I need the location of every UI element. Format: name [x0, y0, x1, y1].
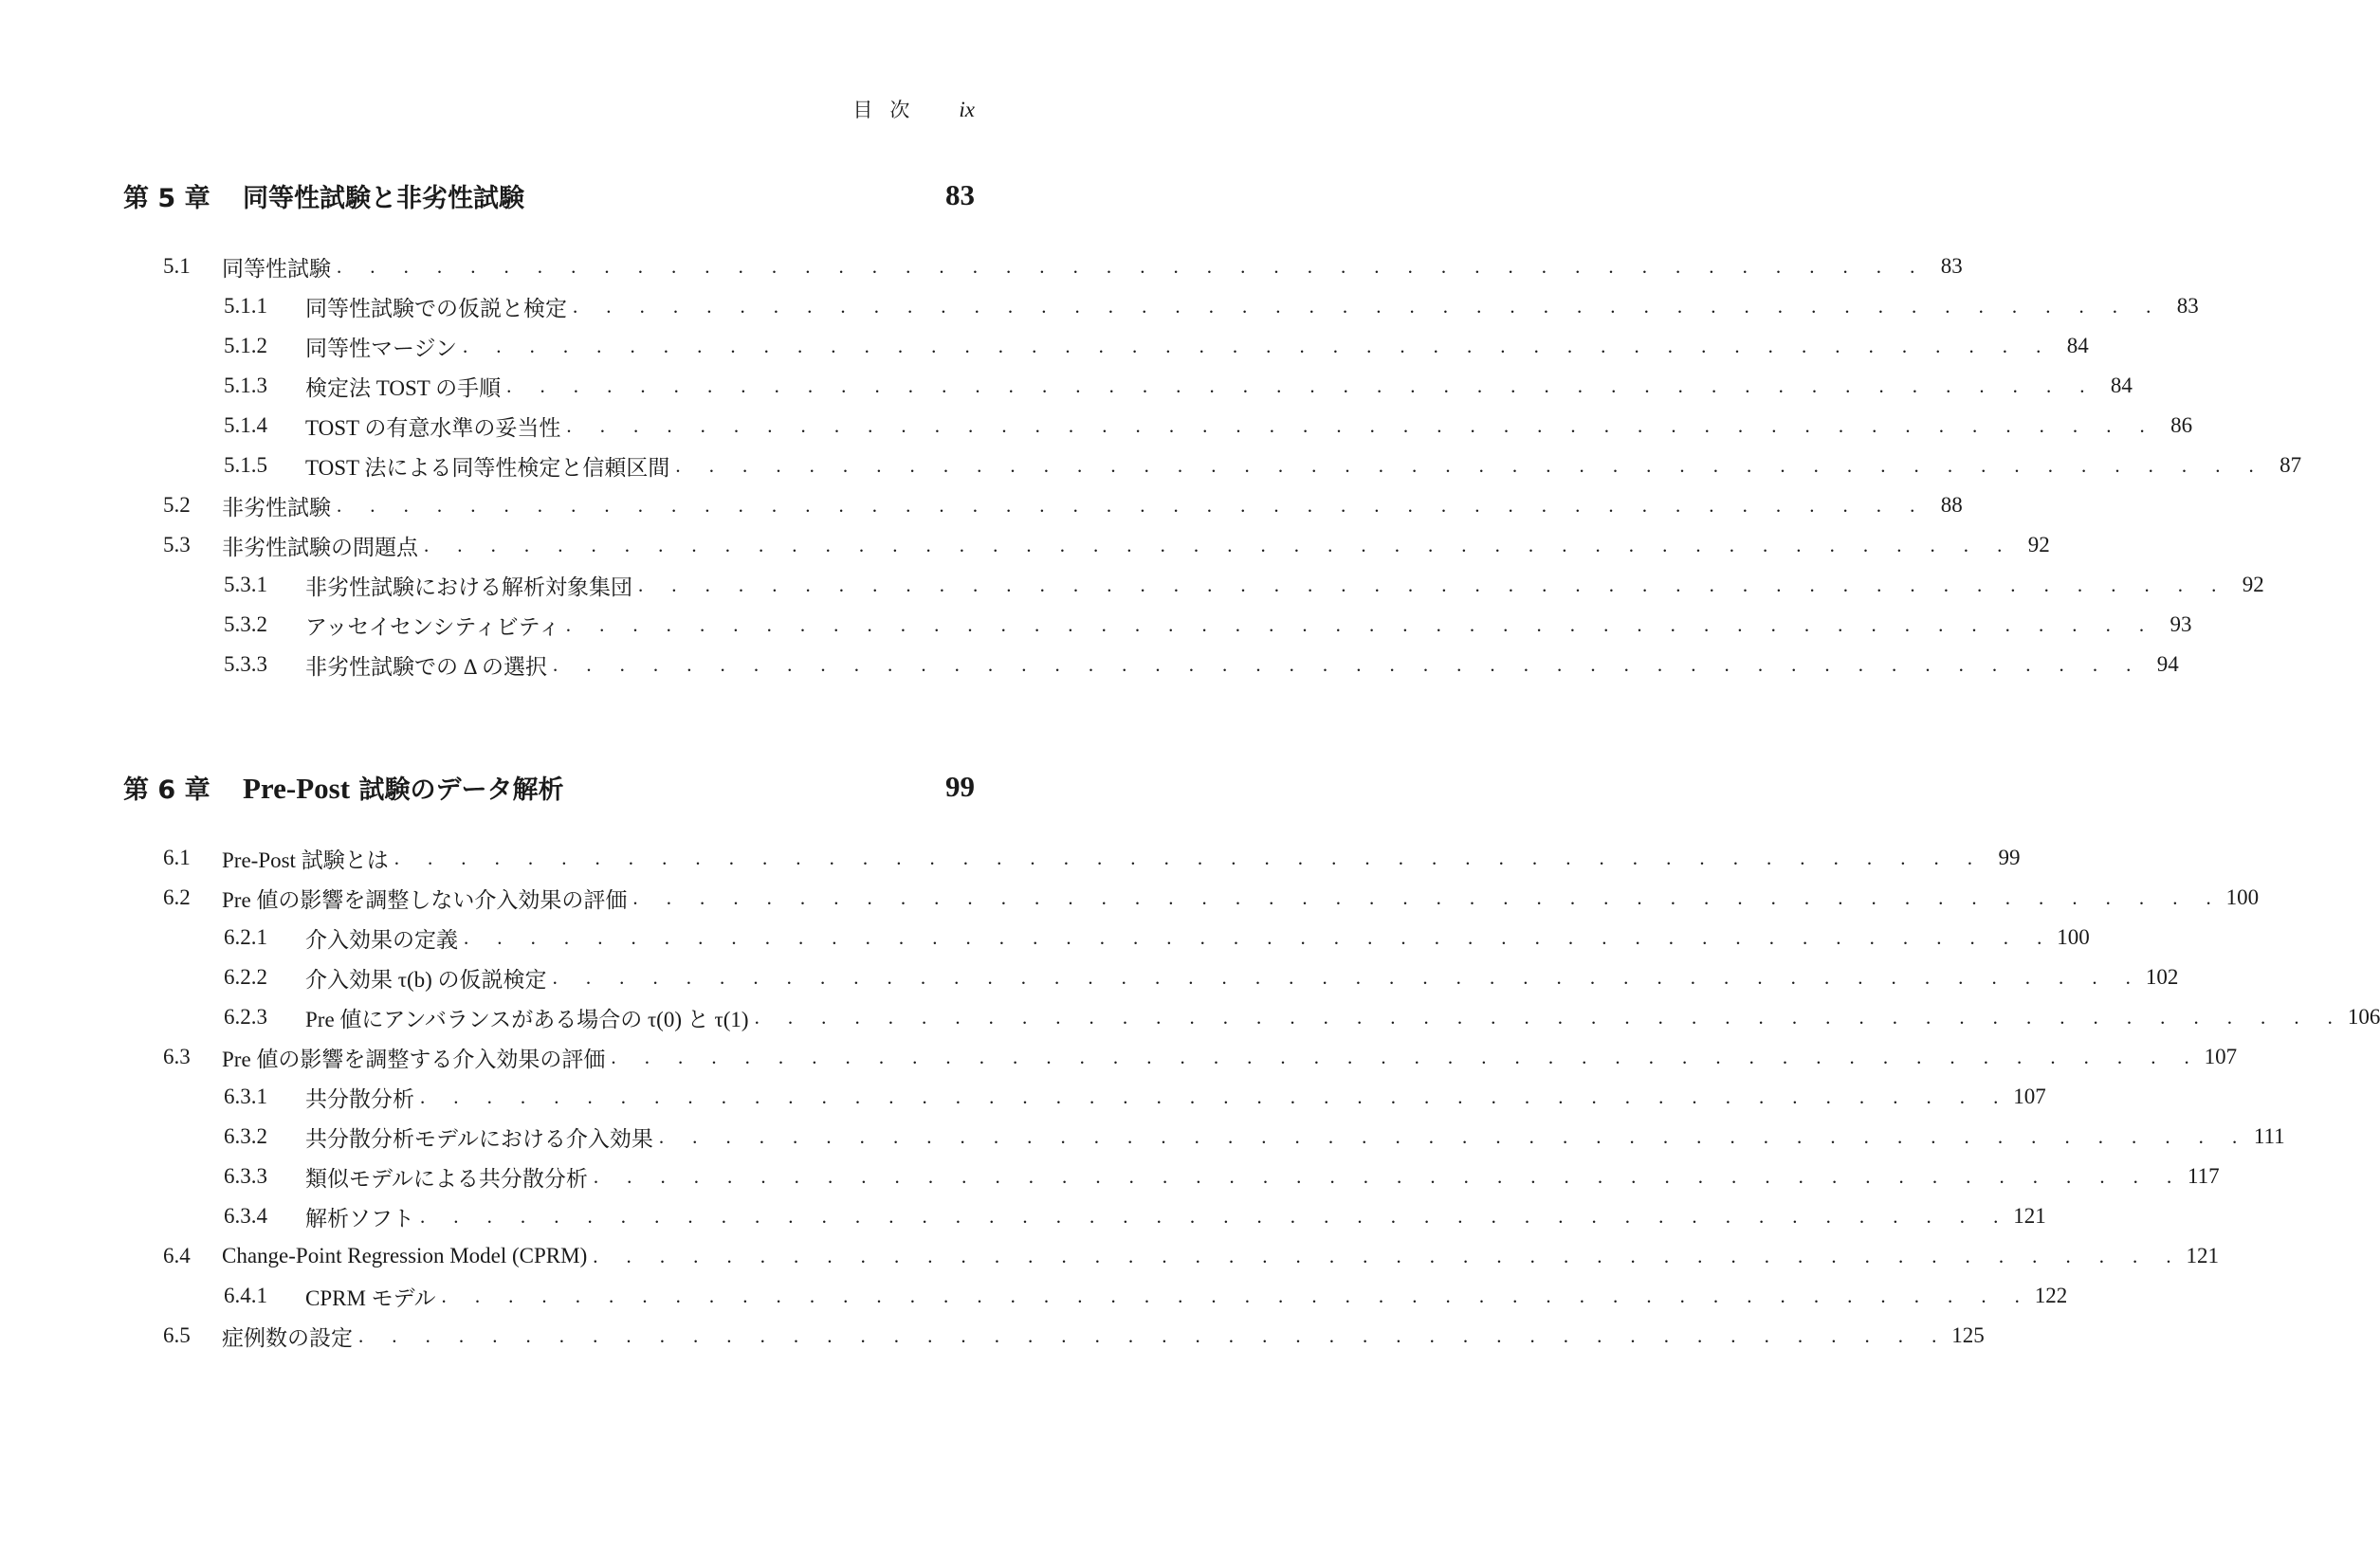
entry-page-number: 100: [2057, 925, 2090, 949]
dot-leader: . . . . . . . . . . . . . . . . . . . . . . . . . . . . . . . . . . . . . . . . . . . . . . . .: [420, 1085, 2010, 1108]
chapter-title: 同等性試験と非劣性試験: [243, 183, 524, 213]
entry-page-number: 87: [2279, 453, 2302, 477]
entry-title: Pre 値の影響を調整しない介入効果の評価: [222, 887, 628, 912]
toc-entry-6-2-1[interactable]: [224, 921, 2090, 954]
entry-title: 同等性試験での仮説と検定: [305, 296, 567, 320]
dot-leader: . . . . . . . . . . . . . . . . . . . . . . . . . . . . . . . . . . . . . . . . . . . . . . . .: [441, 1284, 2032, 1307]
entry-number: 6.5: [163, 1323, 191, 1347]
chapter-title-japanese: 試験のデータ解析: [350, 775, 564, 805]
dot-leader: . . . . . . . . . . . . . . . . . . . . . . . . . . . . . . . . . . . . . . . . . . . . . . . .: [552, 965, 2143, 989]
entry-number: 6.4.1: [224, 1284, 267, 1307]
entry-page-number: 100: [2225, 885, 2260, 909]
entry-number: 5.1.3: [224, 374, 267, 397]
entry-number: 6.2.3: [224, 1005, 267, 1029]
toc-entry-6-3-2[interactable]: [224, 1121, 2285, 1153]
toc-entry-6-4[interactable]: [163, 1240, 2219, 1272]
toc-entry-5-3[interactable]: [163, 529, 2050, 561]
chapter-6-heading[interactable]: [123, 768, 975, 806]
toc-entry-5-3-1[interactable]: [224, 569, 2264, 601]
entry-title: Pre 値の影響を調整する介入効果の評価: [222, 1047, 606, 1071]
entry-page-number: 121: [2013, 1204, 2046, 1228]
entry-number: 6.3.2: [224, 1124, 267, 1148]
dot-leader: . . . . . . . . . . . . . . . . . . . . . . . . . . . . . . . . . . . . . . . . . . . . . . . .: [464, 925, 2054, 949]
toc-entry-6-3-1[interactable]: [224, 1081, 2046, 1113]
entry-number: 6.3: [163, 1045, 191, 1068]
dot-leader: . . . . . . . . . . . . . . . . . . . . . . . . . . . . . . . . . . . . . . . . . . . . . . . .: [611, 1045, 2202, 1068]
dot-leader: . . . . . . . . . . . . . . . . . . . . . . . . . . . . . . . . . . . . . . . . . . . . . . . .: [565, 612, 2156, 636]
entry-title: 解析ソフト: [305, 1206, 414, 1231]
entry-number: 5.3.3: [224, 652, 267, 676]
dot-leader: . . . . . . . . . . . . . . . . . . . . . . . . . . . . . . . . . . . . . . . . . . . . . . . .: [566, 413, 2157, 437]
entry-number: 6.3.1: [224, 1085, 267, 1108]
dot-leader: . . . . . . . . . . . . . . . . . . . . . . . . . . . . . . . . . . . . . . . . . . . . . . . .: [573, 294, 2163, 318]
dot-leader: . . . . . . . . . . . . . . . . . . . . . . . . . . . . . . . . . . . . . . . . . . . . . . . .: [394, 846, 1985, 869]
chapter-title: [243, 769, 945, 806]
dot-leader: . . . . . . . . . . . . . . . . . . . . . . . . . . . . . . . . . . . . . . . . . . . . . . . .: [593, 1164, 2184, 1188]
entry-title: 同等性試験: [222, 256, 331, 281]
toc-entry-5-1[interactable]: [163, 250, 1963, 283]
entry-title: 検定法 TOST の手順: [305, 375, 502, 400]
running-header-label: 目次: [852, 99, 927, 121]
running-header-page-number: ix: [959, 98, 975, 121]
entry-title: CPRM モデル: [305, 1285, 436, 1310]
toc-entry-6-2-3[interactable]: [224, 1001, 2380, 1033]
chapter-label: 第 5 章: [123, 183, 211, 213]
entry-page-number: 107: [2013, 1085, 2046, 1108]
toc-entry-5-3-2[interactable]: [224, 609, 2192, 641]
dot-leader: . . . . . . . . . . . . . . . . . . . . . . . . . . . . . . . . . . . . . . . . . . . . . . . .: [658, 1124, 2249, 1148]
toc-entry-5-1-5[interactable]: [224, 449, 2302, 482]
toc-entry-6-1[interactable]: [163, 842, 2021, 874]
entry-title: アッセイセンシティビティ: [305, 614, 560, 639]
entry-page-number: 94: [2156, 652, 2179, 676]
dot-leader: . . . . . . . . . . . . . . . . . . . . . . . . . . . . . . . . . . . . . . . . . . . . . . . .: [358, 1323, 1949, 1347]
toc-entry-6-3-4[interactable]: [224, 1200, 2046, 1232]
toc-entry-5-1-3[interactable]: [224, 370, 2133, 402]
entry-title: Pre 値にアンバランスがある場合の τ(0) と τ(1): [305, 1007, 749, 1031]
toc-entry-6-3[interactable]: [163, 1041, 2238, 1073]
entry-number: 5.1.5: [224, 453, 267, 477]
entry-page-number: 93: [2169, 612, 2192, 636]
entry-title: 症例数の設定: [222, 1325, 353, 1350]
dot-leader: . . . . . . . . . . . . . . . . . . . . . . . . . . . . . . . . . . . . . . . . . . . . . . . .: [337, 493, 1927, 517]
entry-title: 非劣性試験: [222, 495, 331, 520]
toc-entry-6-4-1[interactable]: [224, 1280, 2068, 1312]
entry-number: 5.3.2: [224, 612, 267, 636]
chapter-page-number: 83: [945, 178, 975, 211]
entry-page-number: 99: [1998, 846, 2021, 869]
chapter-title-latin: Pre-Post: [243, 771, 351, 805]
toc-entry-6-2[interactable]: [163, 882, 2260, 914]
entry-title: 介入効果 τ(b) の仮説検定: [305, 967, 547, 992]
entry-number: 6.3.4: [224, 1204, 267, 1228]
dot-leader: . . . . . . . . . . . . . . . . . . . . . . . . . . . . . . . . . . . . . . . . . . . . . . . .: [337, 254, 1927, 278]
dot-leader: . . . . . . . . . . . . . . . . . . . . . . . . . . . . . . . . . . . . . . . . . . . . . . . .: [675, 453, 2266, 477]
entry-title: TOST 法による同等性検定と信頼区間: [305, 455, 670, 480]
entry-number: 5.1.4: [224, 413, 267, 437]
dot-leader: . . . . . . . . . . . . . . . . . . . . . . . . . . . . . . . . . . . . . . . . . . . . . . . .: [424, 533, 2014, 556]
dot-leader: . . . . . . . . . . . . . . . . . . . . . . . . . . . . . . . . . . . . . . . . . . . . . . . .: [462, 334, 2053, 357]
entry-number: 6.4: [163, 1244, 191, 1267]
entry-title: 同等性マージン: [305, 336, 457, 360]
entry-title: 類似モデルによる共分散分析: [305, 1166, 588, 1191]
entry-page-number: 107: [2204, 1045, 2238, 1068]
chapter-5-heading[interactable]: [123, 176, 975, 214]
entry-title: 共分散分析: [305, 1086, 414, 1111]
entry-number: 6.3.3: [224, 1164, 267, 1188]
entry-page-number: 84: [2110, 374, 2133, 397]
dot-leader: . . . . . . . . . . . . . . . . . . . . . . . . . . . . . . . . . . . . . . . . . . . . . . . .: [506, 374, 2096, 397]
running-header: [852, 95, 975, 123]
entry-page-number: 117: [2187, 1164, 2220, 1188]
entry-number: 5.2: [163, 493, 191, 517]
entry-title: 非劣性試験の問題点: [222, 535, 418, 559]
dot-leader: . . . . . . . . . . . . . . . . . . . . . . . . . . . . . . . . . . . . . . . . . . . . . . . .: [754, 1005, 2345, 1029]
toc-entry-5-1-4[interactable]: [224, 410, 2193, 442]
toc-entry-5-3-3[interactable]: [224, 648, 2179, 681]
entry-number: 5.1.2: [224, 334, 267, 357]
entry-title: 非劣性試験での Δ の選択: [305, 654, 548, 679]
entry-page-number: 125: [1951, 1323, 1985, 1347]
entry-number: 5.1.1: [224, 294, 267, 318]
toc-entry-6-5[interactable]: [163, 1320, 1985, 1352]
toc-entry-5-2[interactable]: [163, 489, 1963, 521]
chapter-label: 第 6 章: [123, 775, 211, 805]
toc-entry-6-3-3[interactable]: [224, 1160, 2220, 1193]
entry-title: Change-Point Regression Model (CPRM): [222, 1244, 588, 1267]
entry-page-number: 84: [2066, 334, 2089, 357]
entry-number: 6.1: [163, 846, 191, 869]
toc-entry-5-1-2[interactable]: [224, 330, 2089, 362]
entry-title: 非劣性試験における解析対象集団: [305, 574, 632, 599]
dot-leader: . . . . . . . . . . . . . . . . . . . . . . . . . . . . . . . . . . . . . . . . . . . . . . . .: [632, 885, 2224, 909]
entry-page-number: 83: [1940, 254, 1963, 278]
entry-title: 介入効果の定義: [305, 927, 458, 952]
entry-page-number: 92: [2242, 573, 2264, 596]
entry-title: Pre-Post 試験とは: [222, 848, 389, 872]
entry-page-number: 106: [2347, 1005, 2380, 1029]
entry-number: 5.3.1: [224, 573, 267, 596]
entry-title: 共分散分析モデルにおける介入効果: [305, 1126, 653, 1151]
toc-entry-5-1-1[interactable]: [224, 290, 2199, 322]
entry-title: TOST の有意水準の妥当性: [305, 415, 561, 440]
entry-page-number: 86: [2170, 413, 2193, 437]
dot-leader: . . . . . . . . . . . . . . . . . . . . . . . . . . . . . . . . . . . . . . . . . . . . . . . .: [593, 1244, 2183, 1267]
entry-page-number: 122: [2034, 1284, 2068, 1307]
entry-number: 6.2.1: [224, 925, 267, 949]
entry-page-number: 102: [2145, 965, 2179, 989]
entry-number: 5.3: [163, 533, 191, 556]
chapter-page-number: 99: [945, 770, 975, 803]
dot-leader: . . . . . . . . . . . . . . . . . . . . . . . . . . . . . . . . . . . . . . . . . . . . . . . .: [638, 573, 2228, 596]
entry-page-number: 121: [2186, 1244, 2219, 1267]
entry-page-number: 92: [2027, 533, 2050, 556]
entry-page-number: 83: [2176, 294, 2199, 318]
entry-number: 6.2.2: [224, 965, 267, 989]
entry-number: 5.1: [163, 254, 191, 278]
dot-leader: . . . . . . . . . . . . . . . . . . . . . . . . . . . . . . . . . . . . . . . . . . . . . . . .: [553, 652, 2143, 676]
entry-page-number: 111: [2253, 1124, 2285, 1148]
toc-entry-6-2-2[interactable]: [224, 961, 2179, 994]
dot-leader: . . . . . . . . . . . . . . . . . . . . . . . . . . . . . . . . . . . . . . . . . . . . . . . .: [420, 1204, 2010, 1228]
entry-page-number: 88: [1940, 493, 1963, 517]
entry-number: 6.2: [163, 885, 191, 909]
